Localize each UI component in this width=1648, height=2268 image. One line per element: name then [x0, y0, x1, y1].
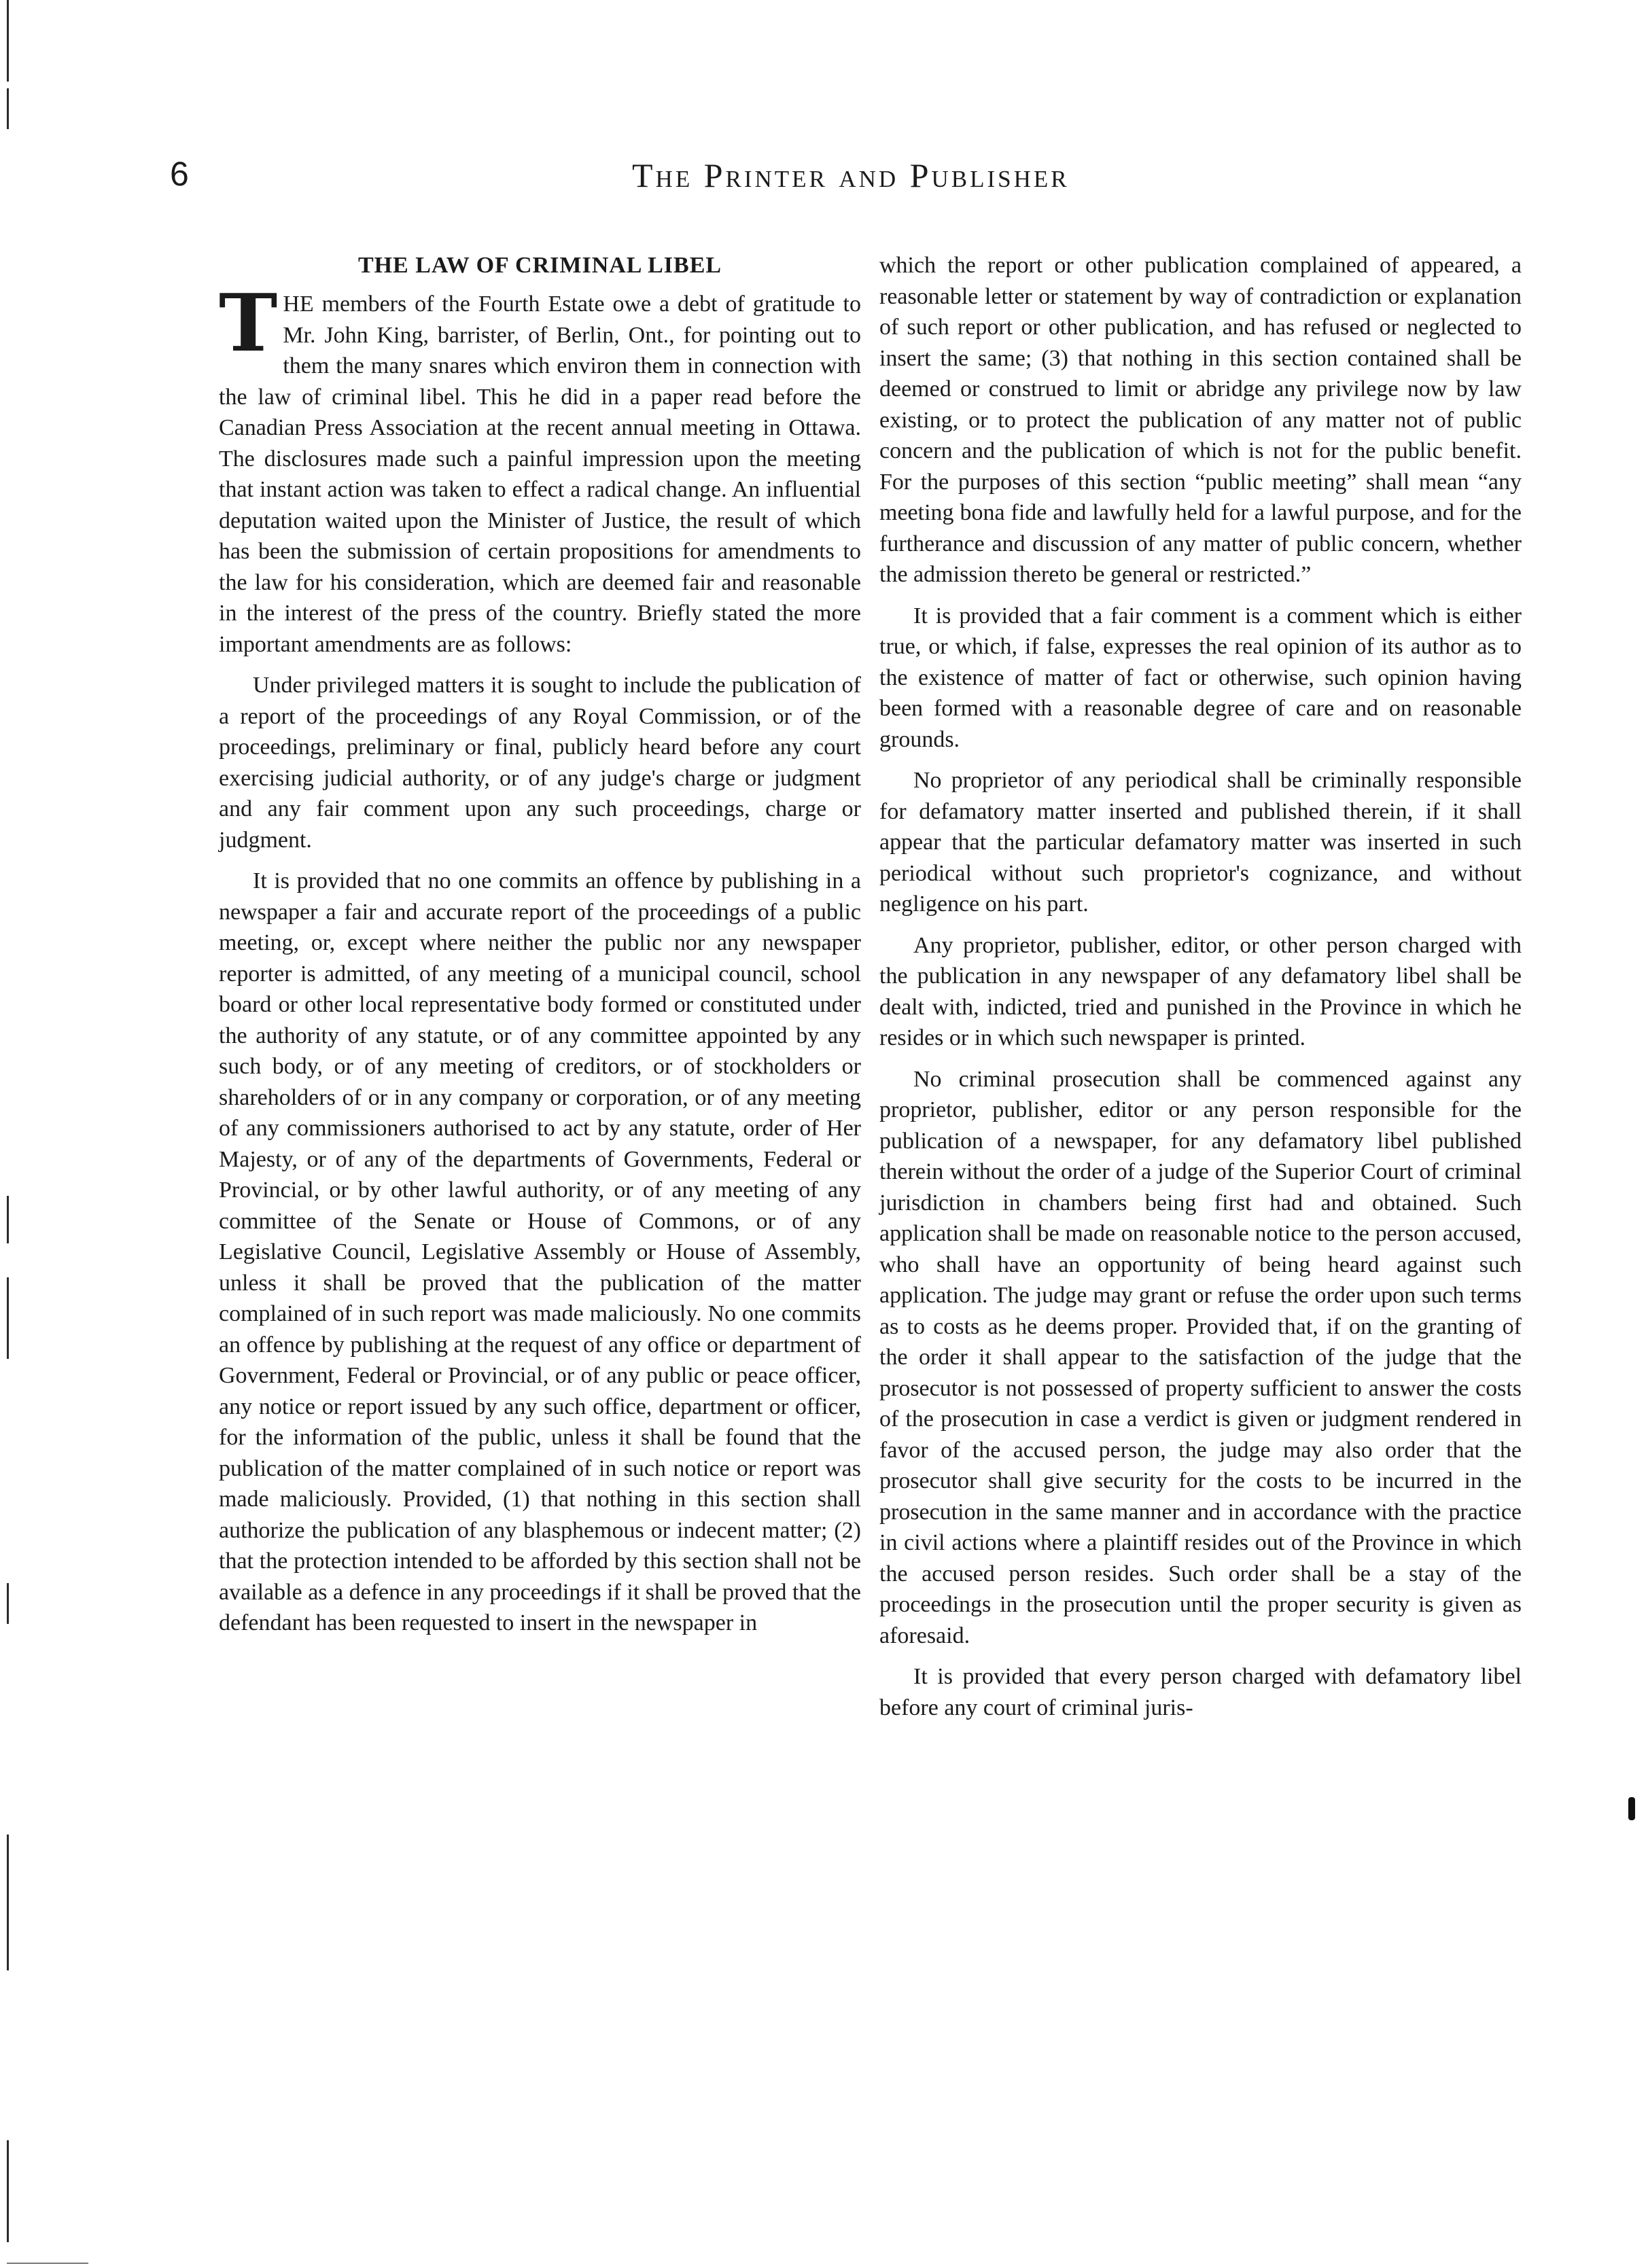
drop-cap: T	[219, 277, 278, 370]
page-number: 6	[170, 155, 189, 193]
scan-mark	[7, 1583, 9, 1624]
proprietor-paragraph: No proprietor of any periodical shall be criminally responsible for defamatory matter inserted and published therein, if it shall appear that the particular defamatory matter was inserted in such periodical without such proprietor's cognizance, and without negligence on his part.	[879, 768, 1522, 917]
intro-paragraph	[219, 277, 861, 660]
running-title: The Printer and Publisher	[632, 156, 1070, 194]
scan-edge-mark-right	[1628, 1797, 1635, 1820]
scan-mark	[7, 1196, 9, 1243]
article-title: THE LAW OF CRIMINAL LIBEL	[357, 253, 722, 278]
scan-mark	[7, 0, 9, 82]
closing-paragraph: It is provided that every person charged with defamatory libel before any court of criminal juris-	[879, 1664, 1522, 1720]
privileged-matters-paragraph: Under privileged matters it is sought to include the publication of a report of the proceedings of any Royal Commission, or of the proceedings, preliminary or final, publicly heard before any court exercising judicial authority, or of any judge's charge or judgment and any fair comment upon any such proceedings, charge or judgment.	[219, 673, 861, 853]
page-header	[170, 154, 1529, 208]
scan-mark	[7, 1835, 9, 1970]
fair-comment-paragraph: It is provided that a fair comment is a comment which is either true, or which, if false, expresses the real opinion of its author as to the existence of matter of fact or otherwise, such opinion having been formed with a reasonable degree of care and on reasonable grounds.	[879, 603, 1522, 752]
left-column	[219, 250, 861, 1649]
scan-mark	[7, 88, 9, 129]
jurisdiction-paragraph: Any proprietor, publisher, editor, or other person charged with the publication in any newspaper of any defamatory libel shall be dealt with, indicted, tried and punished in the Province in which he resides or in which such newspaper is printed.	[879, 932, 1522, 1050]
continued-paragraph: which the report or other publication complained of appeared, a reasonable letter or statement by way of contradiction or explanation of such report or other publication, and has refused or neglected to insert the same; (3) that nothing in this section contained shall be deemed or construed to limit or abridge any privilege now by law existing, or to protect the publication of any matter not of public concern and the publication of which is not for the public benefit. For the purposes of this section “public meeting” shall mean “any meeting bona fide and lawfully held for a lawful purpose, and for the furtherance and discussion of any matter of public concern, whether the admission thereto be general or restricted.”	[879, 253, 1522, 587]
public-meeting-paragraph: It is provided that no one commits an offence by publishing in a newspaper a fair and accurate report of the proceedings of a public meeting, or, except where neither the public nor any newspaper reporter is admitted, of any meeting of a municipal council, school board or other local representative body formed or constituted under the authority of any statute, or of any committee appointed by any such body, or of any meeting of creditors, or of stockholders or shareholders of or in any company or corporation, or of any meeting of any commissioners authorised to act by any statute, order of Her Majesty, or of any of the departments of Governments, Federal or Provincial, or by other lawful authority, or of any meeting of any committee of the Senate or House of Commons, or of any Legislative Council, Legislative Assembly or House of Assembly, unless it shall be proved that the publication of the matter complained of in such report was made maliciously. No one commits an offence by publishing at the request of any office or department of Government, Federal or Provincial, or of any public or peace officer, any notice or report issued by any such office, department or officer, for the information of the public, unless it shall be found that the publication of the matter complained of in such notice or report was made maliciously. Provided, (1) that nothing in this section shall authorize the publication of any blasphemous or indecent matter; (2) that the protection intended to be afforded by this section shall not be available as a defence in any proceedings if it shall be proved that the defendant has been requested to insert in the newspaper in	[219, 868, 862, 1635]
scan-edge-marks	[0, 0, 27, 2268]
prosecution-paragraph: No criminal prosecution shall be commenced against any proprietor, publisher, editor or any person responsible for the publication of a newspaper, for any defamatory libel published therein without the order of a judge of the Superior Court of criminal jurisdiction in chambers being first had and obtained. Such application shall be made on reasonable notice to the person accused, who shall have an opportunity of being heard against such application. The judge may grant or refuse the order upon such terms as to costs as he deems proper. Provided that, if on the granting of the order it shall appear to the satisfaction of the judge that the prosecutor is not possessed of property sufficient to answer the costs of the prosecution in case a verdict is given or judgment rendered in favor of the accused person, the judge may also order that the prosecutor shall give security for the costs to be incurred in the prosecution in the same manner and in accordance with the practice in civil actions where a plaintiff resides out of the Province in which the accused person resides. Such order shall be a stay of the proceedings in the prosecution until the proper security is given as aforesaid.	[879, 1066, 1522, 1648]
scan-mark	[7, 1277, 9, 1359]
intro-paragraph-text: HE members of the Fourth Estate owe a debt of gratitude to Mr. John King, barrister, of Berlin, Ont., for pointing out to them the many snares which environ them in connection with the law of criminal libel. This he did in a paper read before the Canadian Press Association at the recent annual meeting in Ottawa. The disclosures made such a painful impression upon the meeting that instant action was taken to effect a radical change. An influential deputation waited upon the Minister of Justice, the result of which has been the submission of certain propositions for amendments to the law for his consideration, which are deemed fair and reasonable in the interest of the press of the country. Briefly stated the more important amendments are as follows:	[219, 291, 861, 657]
right-column	[879, 250, 1522, 1733]
scan-bottom-rule	[7, 2263, 88, 2264]
scan-mark	[7, 2140, 9, 2242]
